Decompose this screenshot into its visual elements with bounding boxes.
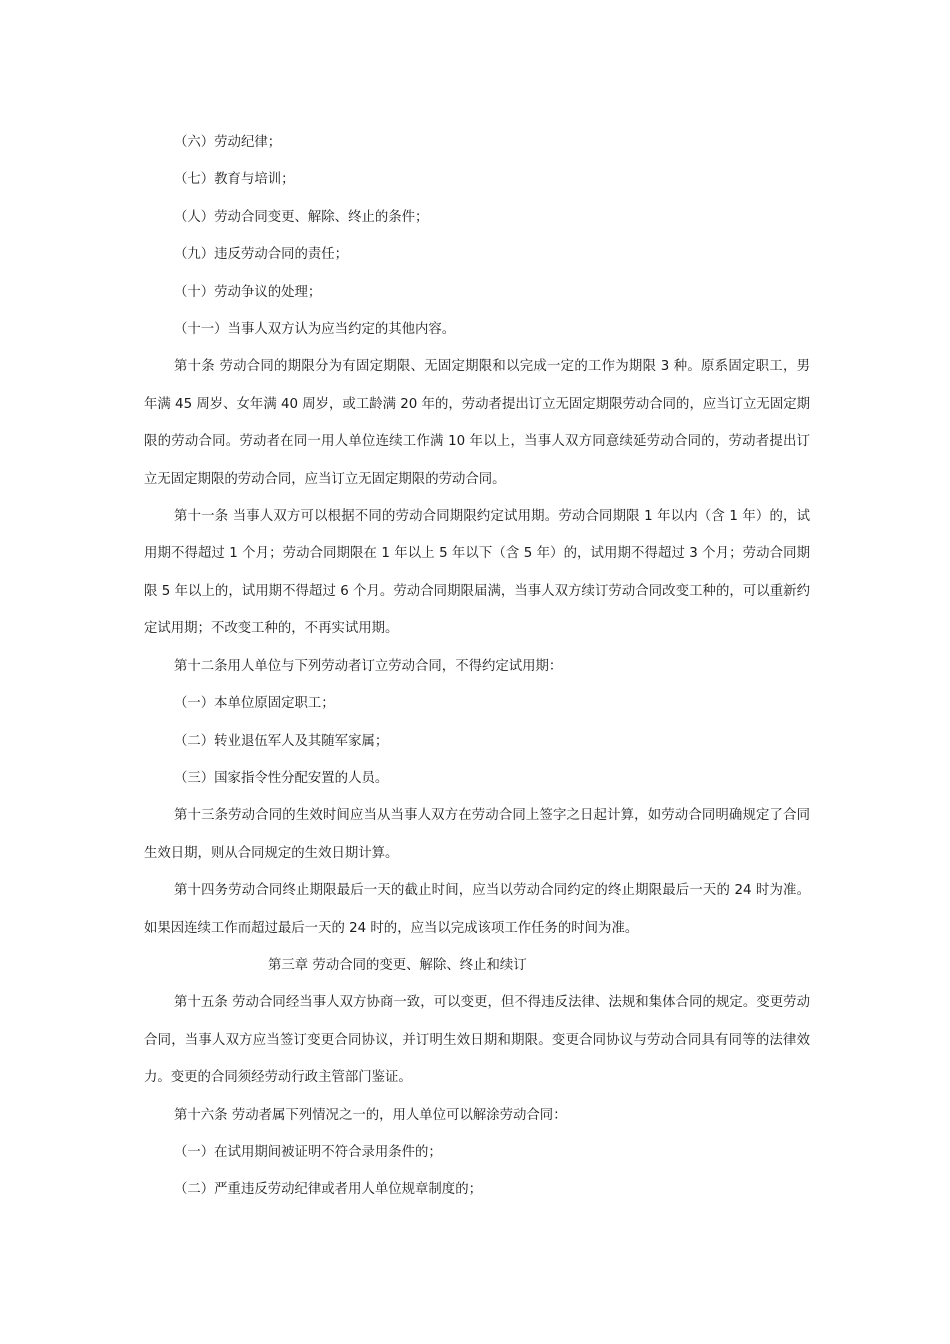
article-10: 第十条 劳动合同的期限分为有固定期限、无固定期限和以完成一定的工作为期限 3 种。原系固定职工，男年满 45 周岁、女年满 40 周岁，或工龄满 20 年的，劳动者提出订立无固定期限劳动合同的，应当订立无固定期限的劳动合同。劳动者在同一用人单位连续工作满 10 年以上，当事人双方同意续延劳动合同的，劳动者提出订立无固定期限的劳动合同，应当订立无固定期限的劳动合同。 [144,359,810,487]
list-item: （人）劳动合同变更、解除、终止的条件； [174,209,429,225]
list-item: （三）国家指令性分配安置的人员。 [174,770,389,786]
document-body [144,124,810,1209]
article-11: 第十一条 当事人双方可以根据不同的劳动合同期限约定试用期。劳动合同期限 1 年以内（含 1 年）的，试用期不得超过 1 个月；劳动合同期限在 1 年以上 5 年以下（含 5 年）的，试用期不得超过 3 个月；劳动合同期限 5 年以上的，试用期不得超过 6 个月。劳动合同期限届满，当事人双方续订劳动合同改变工种的，可以重新约定试用期；不改变工种的，不再实试用期。 [144,509,810,637]
list-item: （一）在试用期间被证明不符合录用条件的； [174,1144,442,1160]
article-16: 第十六条 劳动者属下列情况之一的，用人单位可以解涂劳动合同： [174,1107,567,1123]
list-item: （十一）当事人双方认为应当约定的其他内容。 [174,322,456,338]
list-item: （十）劳动争议的处理； [174,284,322,300]
article-12: 第十二条用人单位与下列劳动者订立劳动合同，不得约定试用期： [174,658,563,674]
list-item: （六）劳动纪律； [174,135,282,150]
chapter-heading: 第三章 劳动合同的变更、解除、终止和续订 [268,957,527,973]
article-15: 第十五条 劳动合同经当事人双方协商一致，可以变更，但不得违反法律、法规和集体合同的规定。变更劳动合同，当事人双方应当签订变更合同协议，并订明生效日期和期限。变更合同协议与劳动合同具有同等的法律效力。变更的合同须经劳动行政主管部门鉴证。 [144,995,810,1086]
list-item: （一）本单位原固定职工； [174,696,335,712]
article-13: 第十三条劳动合同的生效时间应当从当事人双方在劳动合同上签字之日起计算，如劳动合同明确规定了合同生效日期，则从合同规定的生效日期计算。 [144,808,810,861]
article-14: 第十四务劳动合同终止期限最后一天的截止时间，应当以劳动合同约定的终止期限最后一天的 24 时为准。如果因连续工作而超过最后一天的 24 时的，应当以完成该项工作任务的时间为准。 [144,883,810,936]
list-item: （七）教育与培训； [174,172,295,188]
list-item: （二）严重违反劳动纪律或者用人单位规章制度的； [174,1182,482,1198]
list-item: （九）违反劳动合同的责任； [174,247,349,263]
list-item: （二）转业退伍军人及其随军家属； [174,733,389,749]
